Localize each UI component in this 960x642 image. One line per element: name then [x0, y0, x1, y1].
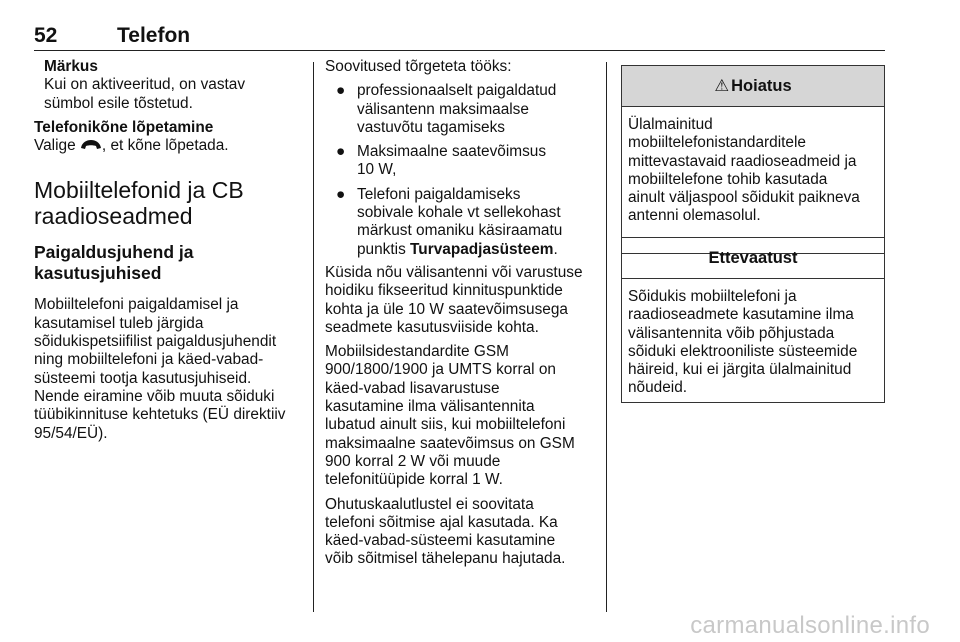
- main-heading: Mobiiltelefonid ja CB raadioseadmed: [34, 177, 244, 230]
- warning-box: [621, 65, 885, 254]
- column-divider: [606, 62, 607, 612]
- caution-title: Ettevaatust: [708, 248, 798, 267]
- column-2: [325, 58, 595, 569]
- cross-reference: Turvapadjasüsteem: [410, 240, 554, 258]
- list-item: ● Maksimaalne saatevõimsus 10 W,: [336, 143, 547, 179]
- bullet-icon: ●: [336, 82, 346, 100]
- page-header: [34, 20, 885, 51]
- safety-paragraph: Ohutuskaalutlustel ei soovitata telefoni sõitmise ajal kasutada. Ka käed-vabad-süsteemi kasutamine võib sõitmisel tähelepanu hajutada.: [325, 495, 566, 568]
- warning-title: Hoiatus: [731, 76, 792, 95]
- caution-box: [621, 237, 885, 403]
- warning-text: Ülalmainitud mobiiltelefonistandarditele mittevastavaid raadioseadmeid ja mobiiltelefone tohib kasutada ainult väljaspool sõidukit paikneva antenni olemasolul.: [628, 116, 860, 225]
- recommendations-intro: Soovitused tõrgeteta tööks:: [325, 58, 512, 75]
- bullet-icon: ●: [336, 143, 346, 161]
- list-item: ● Telefoni paigaldamiseks sobivale kohale vt sellekohast märkust omaniku käsiraamatu punktis Turvapadjasüsteem.: [336, 185, 563, 258]
- column-divider: [313, 62, 314, 612]
- warning-header: [622, 66, 884, 107]
- list-item: ● professionaalselt paigaldatud välisantenn maksimaalse vastuvõtu tagamiseks: [336, 82, 557, 136]
- warning-triangle-icon: ⚠: [714, 77, 730, 95]
- caution-text: Sõidukis mobiiltelefoni ja raadioseadmete kasutamine ilma välisantennita võib põhjustada sõiduki elektrooniliste süsteemide häireid, kui ei järgita ülalmainitud nõudeid.: [628, 288, 858, 397]
- watermark: carmanualsonline.info: [690, 612, 930, 639]
- page-number: 52: [34, 24, 58, 47]
- end-call-text: Valige , et kõne lõpetada.: [34, 137, 302, 156]
- installation-paragraph: Mobiiltelefoni paigaldamisel ja kasutamisel tuleb järgida sõidukispetsiifilist paigaldusjuhendit ning mobiiltelefoni ja käed-vabad- süsteemi tootja kasutusjuhiseid. Nende eiramine võib muuta sõiduki tüübikinnituse kehtetuks (EÜ direktiiv 95/54/EÜ).: [34, 296, 286, 442]
- note-title: Märkus: [44, 58, 98, 75]
- section-title: Telefon: [117, 24, 191, 47]
- note-block: [44, 58, 302, 113]
- bullet-icon: ●: [336, 185, 346, 203]
- antenna-paragraph: Küsida nõu välisantenni või varustuse hoidiku fikseeritud kinnituspunktide kohta ja üle 10 W saatevõimsusega seadmete kasutusviiside kohta.: [325, 263, 583, 336]
- recommendations-list: [325, 82, 595, 259]
- caution-header: [622, 238, 884, 279]
- gsm-paragraph: Mobiilsidestandardite GSM 900/1800/1900 ja UMTS korral on käed-vabad lisavarustuse kasutamine ilma välisantennita lubatud ainult siis, kui mobiiltelefoni maksimaalne saatevõimsus on GSM 900 korral 2 W või muude telefonitüüpide korral 1 W.: [325, 343, 575, 489]
- note-line: sümbol esile tõstetud.: [44, 94, 193, 112]
- note-line: Kui on aktiveeritud, on vastav: [44, 76, 246, 94]
- end-call-heading: Telefonikõne lõpetamine: [34, 118, 214, 136]
- sub-heading: Paigaldusjuhend ja kasutusjuhised: [34, 242, 194, 284]
- column-1: [34, 58, 302, 443]
- hang-up-phone-icon: [80, 138, 102, 156]
